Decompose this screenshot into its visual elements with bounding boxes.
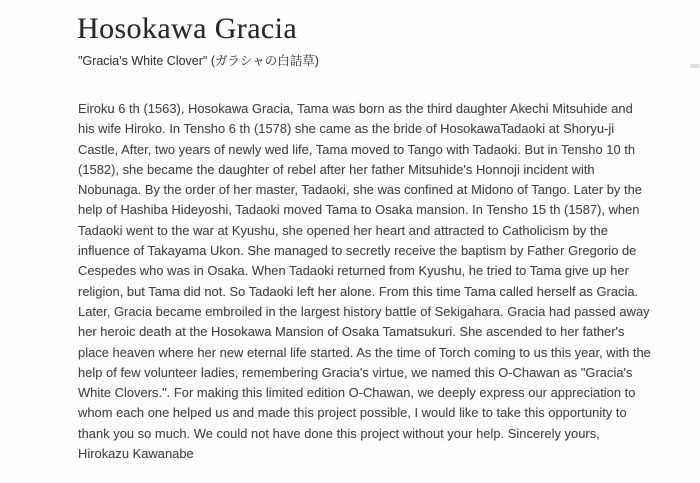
body-line: Cespedes who was in Osaka. When Tadaoki returned from Kyushu, he tried to Tama give up her	[78, 263, 629, 279]
body-line: Eiroku 6 th (1563), Hosokawa Gracia, Tama was born as the third daughter Akechi Mitsuhide and	[78, 101, 633, 116]
body-line: Tadaoki went to the war at Kyushu, she opened her heart and attracted to Catholicism by the	[78, 222, 608, 238]
scan-artifact	[690, 64, 699, 68]
body-line: (1582), she became the daughter of rebel after her father Mitsuhide's Honnoji incident with	[78, 161, 595, 177]
body-line: thank you so much. We could not have done this project without your help. Sincerely yours,	[78, 425, 600, 441]
body-line: religion, but Tama did not. So Tadaoki left her alone. From this time Tama called herself as Gracia.	[78, 283, 639, 299]
signature-line: Hirokazu Kawanabe	[78, 446, 194, 462]
body-line: Later, Gracia became embroiled in the largest history battle of Sekigahara. Gracia had passed away	[78, 303, 650, 319]
document-subtitle: "Gracia's White Clover" (ガラシャの白詰草)	[78, 54, 319, 68]
body-line: influence of Takayama Ukon. She managed to secretly receive the baptism by Father Gregorio de	[78, 243, 637, 259]
body-line: Castle, After, two years of newly wed life, Tama moved to Tango with Tadaoki. But in Tensho 10 th	[78, 141, 636, 157]
body-line: White Clovers.". For making this limited edition O-Chawan, we deeply express our appreciation to	[78, 385, 636, 401]
body-line: his wife Hiroko. In Tensho 6 th (1578) she came as the bride of HosokawaTadaoki at Shoryu-ji	[78, 121, 615, 137]
document-body	[78, 99, 656, 464]
body-line: place heaven where her new eternal life started. As the time of Torch coming to us this year, with the	[78, 344, 651, 360]
body-line: help of Hashiba Hideyoshi, Tadaoki moved Tama to Osaka mansion. In Tensho 15 th (1587), when	[78, 202, 640, 218]
document-title: Hosokawa Gracia	[77, 12, 298, 45]
body-line: her heroic death at the Hosokawa Mansion of Osaka Tamatsukuri. She ascended to her father's	[78, 324, 625, 340]
body-line: Nobunaga. By the order of her master, Tadaoki, she was confined at Midono of Tango. Later by the	[78, 182, 642, 198]
body-line: whom each one helped us and made this project possible, I would like to take this opportunity to	[78, 405, 627, 421]
body-line: help of few volunteer ladies, remembering Gracia's virtue, we named this O-Chawan as "Gracia's	[78, 364, 633, 380]
